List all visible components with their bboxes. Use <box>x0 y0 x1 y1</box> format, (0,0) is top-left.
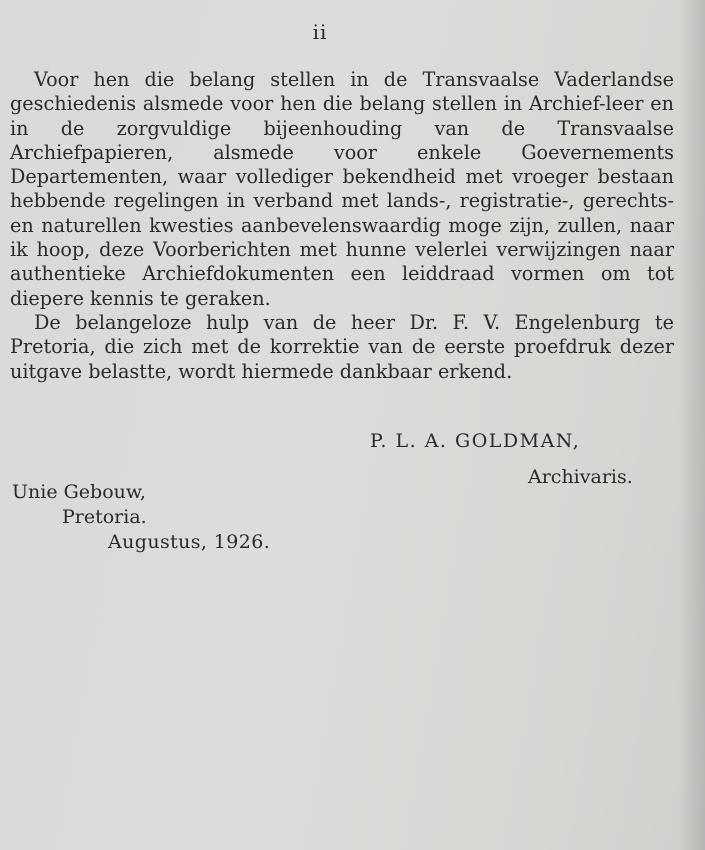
address-city: Pretoria. <box>62 506 147 528</box>
signature-name: P. L. A. GOLDMAN, <box>370 430 581 452</box>
address-date: Augustus, 1926. <box>108 531 271 553</box>
paragraph-acknowledgement: De belangeloze hulp van de heer Dr. F. V. Engelenburg te Pretoria, die zich met de korrektie van de eerste proefdruk dezer uitgave belastte, wordt hiermede dankbaar erkend. <box>10 310 674 383</box>
body-text <box>10 68 674 384</box>
page-number: ii <box>312 20 328 44</box>
paragraph-archive-intro: Voor hen die belang stellen in de Transvaalse Vaderlandse geschiedenis alsmede voor hen die belang stellen in Archief-leer en in de zorgvuldige bijeenhouding van de Transvaalse Archiefpapieren, alsmede voor enkele Goevernements Departementen, waar vollediger bekendheid met vroeger bestaan hebbende regelingen in verband met lands-, registratie-, gerechts- en naturellen kwesties aanbevelenswaardig moge zijn, zullen, naar ik hoop, deze Voorberichten met hunne velerlei verwijzingen naar authentieke Archiefdokumenten een leiddraad vormen om tot diepere kennis te geraken. <box>10 68 674 310</box>
signature-title: Archivaris. <box>528 466 633 488</box>
address-building: Unie Gebouw, <box>12 481 146 503</box>
page-edge-shadow <box>679 0 705 850</box>
